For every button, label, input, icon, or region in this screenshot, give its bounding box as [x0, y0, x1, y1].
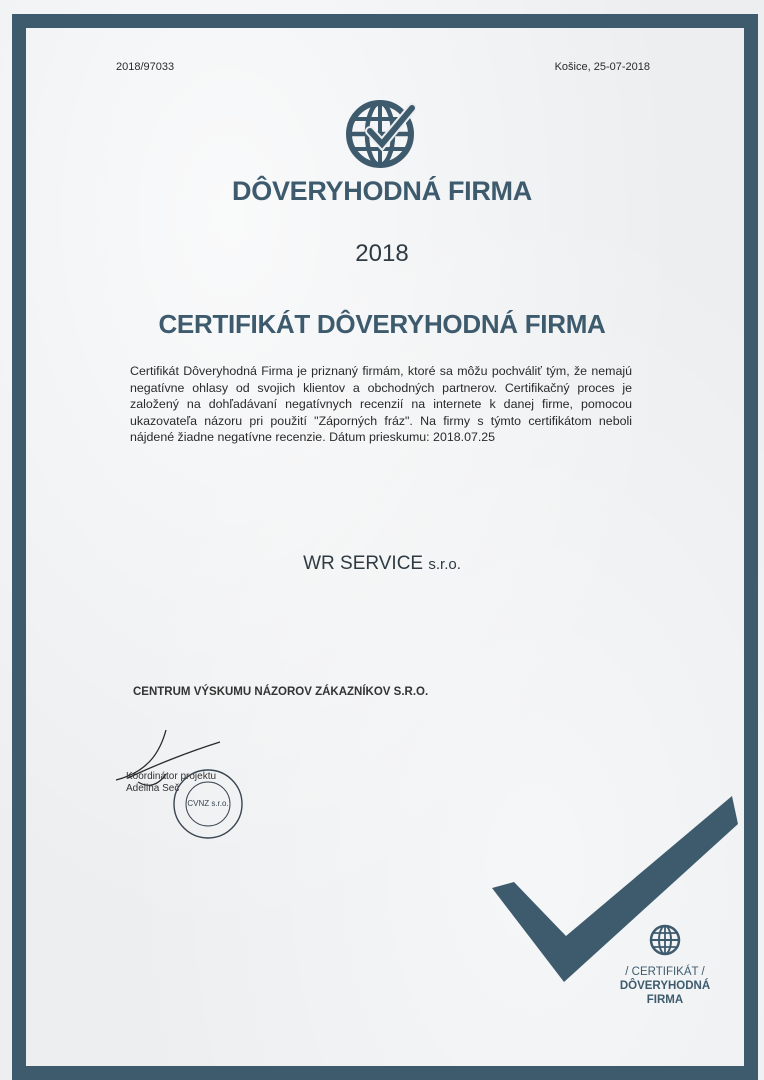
- badge-line-1: / CERTIFIKÁT /: [625, 966, 705, 978]
- brand-name: DÔVERYHODNÁ FIRMA: [232, 176, 532, 206]
- large-check-mark: [488, 796, 738, 986]
- certificate-badge-label: [598, 965, 732, 1007]
- company-suffix: s.r.o.: [428, 556, 461, 573]
- coordinator-role: Koordinátor projektu: [126, 771, 217, 782]
- issuing-organization: CENTRUM VÝSKUMU NÁZOROV ZÁKAZNÍKOV S.R.O.: [133, 686, 429, 698]
- place-and-date: Košice, 25-07-2018: [554, 61, 650, 73]
- badge-line-2: DÔVERYHODNÁ: [619, 980, 711, 992]
- small-globe-icon: [649, 924, 681, 956]
- company-name: WR SERVICE: [303, 553, 424, 574]
- certificate-year: 2018: [355, 240, 409, 267]
- stamp-text: CVNZ s.r.o.: [187, 799, 229, 808]
- globe-with-check-icon: [344, 98, 416, 170]
- certificate-description: Certifikát Dôveryhodná Firma je priznaný firmám, ktoré sa môžu pochváliť tým, že nemajú negatívne ohlasy od svojich klientov a obchodných partnerov. Certifikačný proces je založený na dohľadávaní negatívnych recenzií na internete k danej firme, pomocou ukazovateľa názoru pri použití "Záporných fráz". Na firmy s týmto certifikátom neboli nájdené žiadne negatívne recenzie. Dátum prieskumu: 2018.07.25: [130, 364, 632, 444]
- company-stamp: [170, 766, 246, 842]
- coordinator-name: Adelina Seč: [126, 783, 180, 794]
- certificate-title: CERTIFIKÁT DÔVERYHODNÁ FIRMA: [158, 309, 606, 339]
- badge-line-3: FIRMA: [646, 994, 684, 1006]
- company-name-line: [0, 553, 764, 575]
- reference-number: 2018/97033: [116, 61, 175, 73]
